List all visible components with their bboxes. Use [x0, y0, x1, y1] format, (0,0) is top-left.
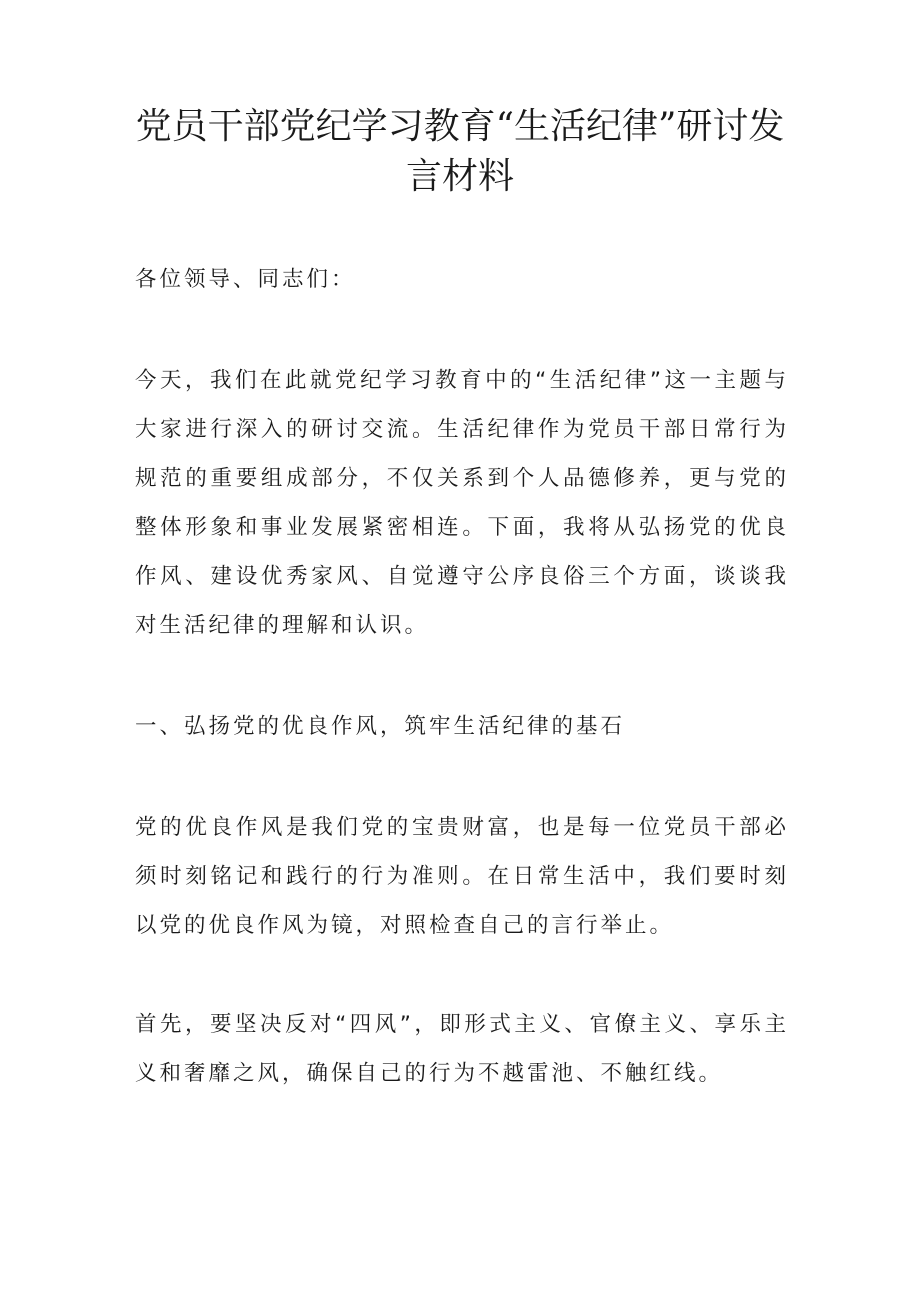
- section-1-paragraph-1: 党的优良作风是我们党的宝贵财富，也是每一位党员干部必须时刻铭记和践行的行为准则。在日常生活中，我们要时刻以党的优良作风为镜，对照检查自己的言行举止。: [135, 815, 789, 938]
- section-heading-1: 一、弘扬党的优良作风，筑牢生活纪律的基石: [135, 714, 626, 739]
- section-1-paragraph-2: 首先，要坚决反对“四风”，即形式主义、官僚主义、享乐主义和奢靡之风，确保自己的行为不越雷池、不触红线。: [135, 1012, 789, 1086]
- greeting-paragraph: 各位领导、同志们：: [135, 267, 356, 292]
- intro-paragraph: 今天，我们在此就党纪学习教育中的“生活纪律”这一主题与大家进行深入的研讨交流。生活纪律作为党员干部日常行为规范的重要组成部分，不仅关系到个人品德修养，更与党的整体形象和事业发展紧密相连。下面，我将从弘扬党的优良作风、建设优秀家风、自觉遵守公序良俗三个方面，谈谈我对生活纪律的理解和认识。: [135, 368, 789, 638]
- document-title: 党员干部党纪学习教育“生活纪律”研讨发言材料: [135, 106, 785, 197]
